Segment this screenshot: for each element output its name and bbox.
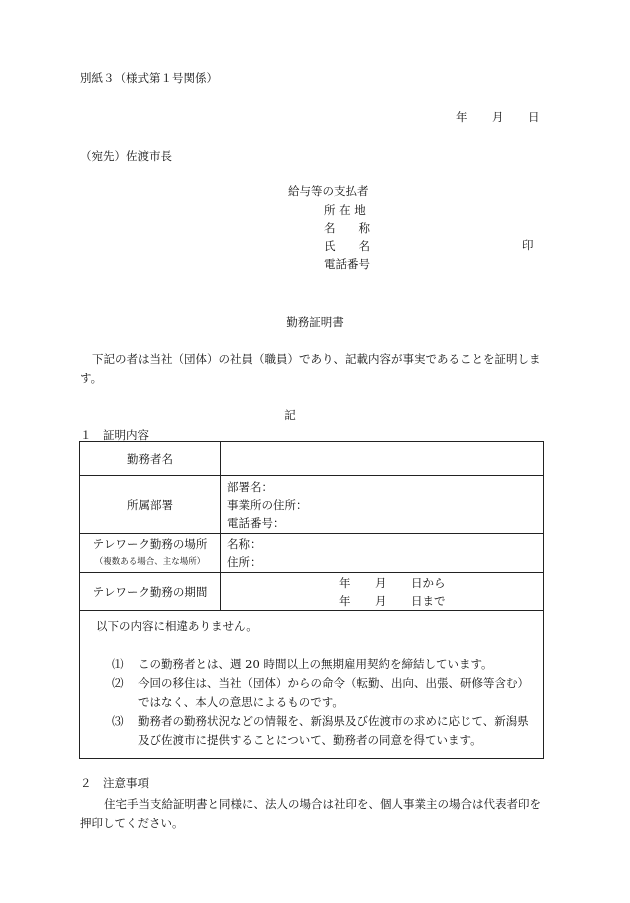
office-address-label: 事業所の住所： xyxy=(227,497,308,512)
period-from-line xyxy=(227,574,543,592)
section2-note: 住宅手当支給証明書と同様に、法人の場合は社印を、個人事業主の場合は代表者印を押印してください。 xyxy=(80,797,541,830)
signatory-address-label: 所 在 地 xyxy=(324,203,366,217)
office-phone-label: 電話番号： xyxy=(227,515,285,530)
department-name-label: 部署名： xyxy=(227,479,273,494)
addressee: （宛先）佐渡市長 xyxy=(80,149,172,163)
table-row-telework-place xyxy=(80,534,544,573)
declaration-item-text: 勤務者の勤務状況などの情報を、新潟県及び佐渡市の求めに応じて、新潟県及び佐渡市に提供することについて、勤務者の同意を得ています。 xyxy=(138,714,529,747)
signatory-name-label: 名 称 xyxy=(324,221,370,235)
declaration-item-text: 今回の移住は、当社（団体）からの命令（転勤、出向、出張、研修等含む）ではなく、本人の意思によるものです。 xyxy=(138,676,529,709)
period-from-month: 月 xyxy=(375,575,387,590)
telework-place-label: テレワーク勤務の場所 xyxy=(92,537,208,551)
department-label: 所属部署 xyxy=(80,476,221,534)
declaration-item xyxy=(112,712,535,750)
signatory-person-label: 氏 名 xyxy=(324,239,370,253)
declaration-item-number: ⑴ xyxy=(112,657,124,671)
table-row-worker-name xyxy=(80,442,544,476)
telework-place-note: （複数ある場合、主な場所） xyxy=(94,557,206,567)
document-title: 勤務証明書 xyxy=(286,315,344,329)
declaration-item xyxy=(112,655,535,674)
declaration-item-number: ⑵ xyxy=(112,676,124,690)
telework-place-address-label: 住所： xyxy=(227,555,262,569)
period-to-line xyxy=(227,592,543,610)
department-field[interactable] xyxy=(221,476,544,534)
period-from-day: 日から xyxy=(411,575,446,590)
telework-place-field[interactable] xyxy=(221,534,544,573)
table-row-telework-period xyxy=(80,573,544,611)
ki-heading: 記 xyxy=(284,408,296,422)
declaration-item-text: この勤務者とは、週 20 時間以上の無期雇用契約を締結しています。 xyxy=(138,657,493,671)
signatory-label: 給与等の支払者 xyxy=(288,184,369,198)
telework-period-field[interactable] xyxy=(221,573,544,611)
declaration-item xyxy=(112,674,535,712)
period-from-year: 年 xyxy=(339,575,351,590)
period-to-day: 日まで xyxy=(411,593,446,608)
date-month-label: 月 xyxy=(492,110,504,124)
certification-statement: 下記の者は当社（団体）の社員（職員）であり、記載内容が事実であることを証明します。 xyxy=(80,352,541,385)
table-row-department xyxy=(80,476,544,534)
worker-name-label: 勤務者名 xyxy=(80,442,221,476)
table-row-declaration xyxy=(80,611,544,759)
form-reference: 別紙３（様式第１号関係） xyxy=(80,71,218,85)
date-year-label: 年 xyxy=(456,110,468,124)
declaration-cell xyxy=(80,611,544,759)
telework-place-name-label: 名称： xyxy=(227,537,262,551)
period-to-year: 年 xyxy=(339,593,351,608)
telework-period-label: テレワーク勤務の期間 xyxy=(80,573,221,611)
declaration-intro: 以下の内容に相違ありません。 xyxy=(96,619,258,633)
certification-table xyxy=(79,441,544,759)
worker-name-field[interactable] xyxy=(221,442,544,476)
date-day-label: 日 xyxy=(528,110,540,124)
telework-place-label-cell xyxy=(80,534,221,573)
declaration-item-number: ⑶ xyxy=(112,714,124,728)
signatory-phone-label: 電話番号 xyxy=(324,257,370,271)
seal-mark: 印 xyxy=(522,238,534,252)
period-to-month: 月 xyxy=(375,593,387,608)
section2-heading: ２ 注意事項 xyxy=(80,776,149,790)
section1-heading: １ 証明内容 xyxy=(80,428,149,442)
